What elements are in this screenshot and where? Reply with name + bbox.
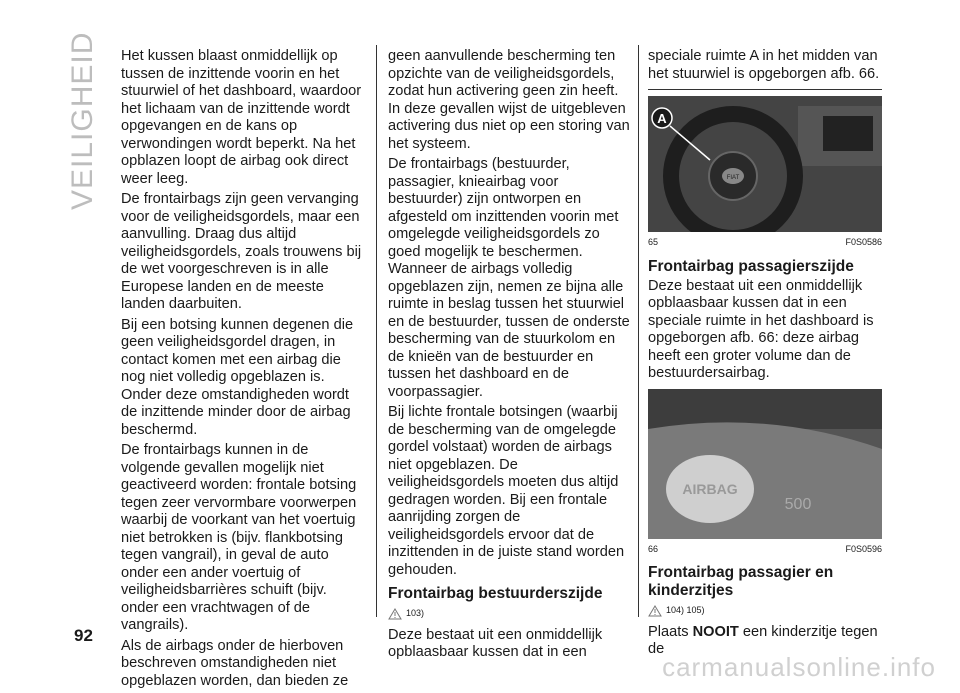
section-title — [66, 31, 106, 210]
paragraph: De frontairbags kunnen in de volgende gevallen mogelijk niet geactiveerd worden: frontale botsing tegen zeer vervormbare voorwerpen waarbij de voorkant van het voertuig niet betrokken is (bijv. flankbotsing tegen vangrail), in geval de auto onder een ander voertuig of veiligheidsbarrières schuift (bijv. onder een vrachtwagen of de vangrails). — [121, 442, 357, 633]
warning-icon — [388, 608, 402, 620]
watermark: carmanualsonline.info — [662, 652, 936, 682]
paragraph: geen aanvullende bescherming ten opzichte van de veiligheidsgordels, zodat hun activering geen zin heeft. In deze gevallen wijst de uitgebleven activering dus niet op een storing van het systeem. — [388, 48, 630, 152]
paragraph: De frontairbags (bestuurder, passagier, knieairbag voor bestuurder) zijn ontworpen en afgesteld om inzittenden voorin met omgelegde veiligheidsgordels zo goed mogelijk te beschermen. Wanneer de airbags volledig opgeblazen zijn, nemen ze bijna alle ruimte in beslag tussen het stuurwiel en de bestuurder, tussen de onderste bescherming van de stuurkolom en de knieën van de bestuurder en tussen het dashboard en de voorpassagier. — [388, 156, 630, 400]
column-2 — [388, 48, 631, 665]
section-heading: Frontairbag passagierszijde — [648, 257, 854, 275]
dashboard-airbag-image — [648, 389, 882, 539]
paragraph: Deze bestaat uit een onmiddellijk opblaasbaar kussen dat in een speciale ruimte in het dashboard is opgeborgen afb. 66: deze airbag heeft een groter volume dan de bestuurdersairbag. — [648, 277, 874, 381]
callout-a: A — [657, 111, 667, 126]
column-3 — [648, 48, 882, 662]
warning-text: 103) — [406, 608, 425, 618]
figure-66 — [648, 389, 882, 559]
section-title-text: VEILIGHEID — [66, 31, 99, 210]
airbag-label: AIRBAG — [682, 480, 738, 497]
column-1 — [121, 48, 363, 693]
warning-reference — [388, 605, 631, 623]
warning-icon — [648, 605, 662, 617]
paragraph: Deze bestaat uit een onmiddellijk opblaasbaar kussen dat in een — [388, 626, 603, 660]
text-run: een kinderzitje tegen de — [648, 623, 878, 657]
figure-code: F0S0596 — [845, 543, 882, 554]
column-divider — [376, 45, 377, 617]
emphasis-text: NOOIT — [692, 623, 739, 640]
500-badge: 500 — [784, 495, 812, 513]
fiat-logo: FIAT — [726, 175, 740, 181]
figure-number: 65 — [648, 237, 659, 247]
paragraph: De frontairbags zijn geen vervanging voor de veiligheidsgordels, maar een aanvulling. Draag dus altijd veiligheidsgordels, zoals trouwens bij de wet voorgeschreven is in alle Europese landen en de meeste landen daarbuiten. — [121, 191, 362, 312]
column-divider — [638, 45, 639, 617]
figure-rule — [648, 89, 882, 90]
paragraph: speciale ruimte A in het midden van het stuurwiel is opgeborgen afb. 66. — [648, 48, 880, 82]
figure-65 — [648, 96, 882, 252]
paragraph: Bij een botsing kunnen degenen die geen veiligheidsgordel dragen, in contact komen met een airbag die nog niet volledig opgeblazen is. Onder deze omstandigheden wordt de inzittende minder door de airbag beschermd. — [121, 316, 354, 438]
paragraph: Als de airbags onder de hierboven beschreven omstandigheden niet opgeblazen worden, dan bieden ze — [121, 637, 349, 689]
warning-text: 104) 105) — [666, 605, 705, 615]
figure-code: F0S0586 — [845, 237, 882, 247]
paragraph: Het kussen blaast onmiddellijk op tussen de inzittende voorin en het stuurwiel of het dashboard, waardoor het lichaam van de inzittende wordt opgevangen en de kans op verwondingen wordt beperkt. Na het opblazen loopt de airbag ook direct weer leeg. — [121, 48, 362, 187]
steering-wheel-image — [648, 96, 882, 232]
text-run: Plaats — [648, 623, 689, 640]
warning-reference — [648, 602, 882, 620]
section-heading: Frontairbag bestuurderszijde — [388, 585, 603, 602]
page-number: 92 — [74, 626, 93, 645]
paragraph: Bij lichte frontale botsingen (waarbij de bescherming van de omgelegde gordel volstaat) worden de airbags niet opgeblazen. De veiligheidsgordels moeten dus altijd gedragen worden. Bij een frontale aanrijding zorgen de veiligheidsgordels ervoor dat de inzittenden in de juiste stand worden gehouden. — [388, 404, 625, 578]
figure-number: 66 — [648, 543, 659, 554]
section-heading: Frontairbag passagier en kinderzitjes — [648, 564, 834, 599]
